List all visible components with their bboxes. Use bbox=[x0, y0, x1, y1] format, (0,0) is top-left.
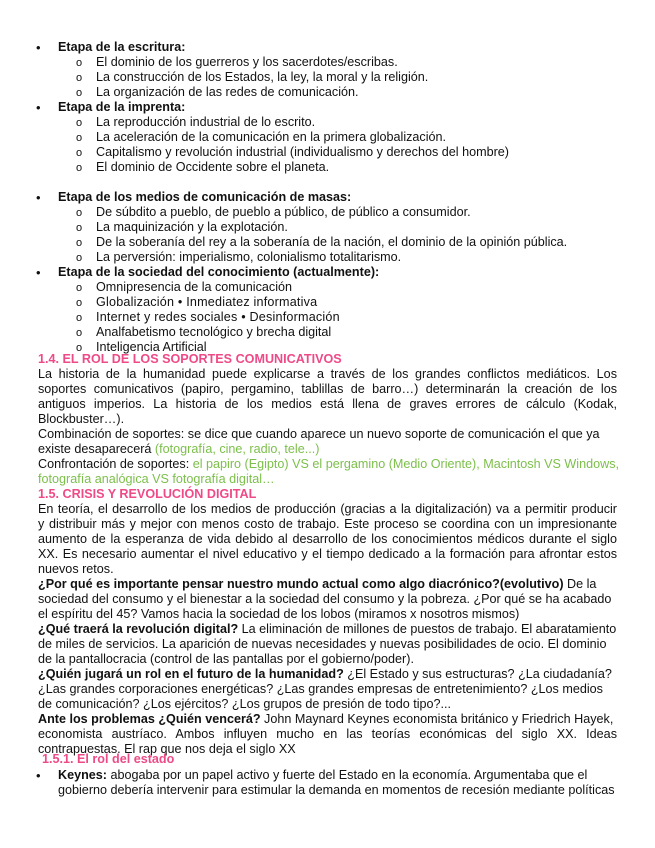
question-1-line-3: el espíritu del 45? Vamos hacia la sociedad de los lobos (miramos x nosotros mismos) bbox=[38, 607, 520, 621]
highlight-text: fotografía analógica VS fotografía digital… bbox=[38, 472, 275, 486]
paragraph-line: economista austríaco. Ambos influyen mucho en las teorías económicas del siglo XX. Ideas bbox=[38, 727, 617, 741]
bullet-icon: • bbox=[36, 100, 41, 115]
sub-bullet-item: o La reproducción industrial de lo escrito. bbox=[76, 115, 316, 129]
question-1-line-2: sociedad del consumo y el bienestar a la sociedad del consumo y la pobreza. ¿Por qué se ha acabado bbox=[38, 592, 612, 606]
bullet-icon: • bbox=[36, 265, 41, 280]
paragraph-line: La historia de la humanidad puede explicarse a través de los grandes conflictos mediáticos. Los bbox=[38, 367, 617, 381]
sub-bullet-item: o El dominio de Occidente sobre el planeta. bbox=[76, 160, 330, 174]
paragraph-line: soportes comunicativos (papiro, pergamino, tablillas de barro…) determinarán la creación de los bbox=[38, 382, 617, 396]
sub-bullet-item: o La perversión: imperialismo, colonialismo totalitarismo. bbox=[76, 250, 402, 264]
sub-bullet-item: o De la soberanía del rey a la soberanía de la nación, el dominio de la opinión pública. bbox=[76, 235, 568, 249]
question-1: ¿Por qué es importante pensar nuestro mundo actual como algo diacrónico?(evolutivo) De la bbox=[38, 577, 597, 591]
keynes-line-1: Keynes: abogaba por un papel activo y fuerte del Estado en la economía. Argumentaba que el bbox=[58, 768, 588, 782]
question-2: ¿Qué traerá la revolución digital? La eliminación de millones de puestos de trabajo. El abaratamiento bbox=[38, 622, 617, 636]
question-3-line-3: de comunicación? ¿Los ejércitos? ¿Los grupos de presión de todo tipo?... bbox=[38, 697, 452, 711]
paragraph-line: nuevos retos. bbox=[38, 562, 114, 576]
section-heading-1-5-1: 1.5.1. El rol del estado bbox=[42, 752, 175, 766]
question-2-line-2: de miles de servicios. La aparición de nuevas necesidades y nuevas posibilidades de ocio. El dominio bbox=[38, 637, 607, 651]
bullet-title: Etapa de la sociedad del conocimiento (actualmente): bbox=[58, 265, 380, 279]
paragraph-line: XX. Es necesario aumentar el nivel educativo y el tiempo dedicado a la formación para afrontar estos bbox=[38, 547, 617, 561]
paragraph-line: y distribuir más y mejor con menos costo de trabajo. Este proceso se coordina con un impresionante bbox=[38, 517, 617, 531]
sub-bullet-item: o La organización de las redes de comunicación. bbox=[76, 85, 359, 99]
keynes-label: Keynes: bbox=[58, 768, 107, 782]
sub-bullet-item: o El dominio de los guerreros y los sacerdotes/escribas. bbox=[76, 55, 398, 69]
bullet-icon: • bbox=[36, 40, 41, 55]
sub-bullet-item: o Capitalismo y revolución industrial (individualismo y derechos del hombre) bbox=[76, 145, 509, 159]
sub-bullet-item: o La maquinización y la explotación. bbox=[76, 220, 288, 234]
bullet-title: Etapa de la escritura: bbox=[58, 40, 186, 54]
paragraph-line: Blockbuster…). bbox=[38, 412, 125, 426]
question-bold: Ante los problemas ¿Quién vencerá? bbox=[38, 712, 261, 726]
paragraph-1-4 bbox=[38, 367, 617, 427]
question-3-line-2: ¿Las grandes corporaciones energéticas? ¿Las grandes empresas de entretenimiento? ¿Los medios bbox=[38, 682, 603, 696]
bullet-icon: • bbox=[36, 190, 41, 205]
paragraph-1-5 bbox=[38, 502, 617, 577]
question-2-line-3: de la pantallocracia (control de las pantallas por el gobierno/poder). bbox=[38, 652, 414, 666]
question-bold: ¿Quién jugará un rol en el futuro de la humanidad? bbox=[38, 667, 344, 681]
highlight-text: (fotografía, cine, radio, tele...) bbox=[154, 442, 320, 456]
combinacion-line-2: existe desaparecerá (fotografía, cine, radio, tele...) bbox=[38, 442, 320, 456]
sub-bullet-item: o Omnipresencia de la comunicación bbox=[76, 280, 293, 294]
keynes-line-2: gobierno debería intervenir para estimular la demanda en momentos de recesión mediante políticas bbox=[58, 783, 615, 797]
paragraph-line: antiguos imperios. La historia de los medios está llena de graves errores de cálculo (Kodak, bbox=[38, 397, 617, 411]
sub-bullet-item: o Inteligencia Artificial bbox=[76, 340, 207, 354]
section-heading-1-5: 1.5. CRISIS Y REVOLUCIÓN DIGITAL bbox=[38, 487, 257, 501]
section-heading-1-4: 1.4. EL ROL DE LOS SOPORTES COMUNICATIVOS bbox=[38, 352, 342, 366]
sub-bullet-item: o De súbdito a pueblo, de pueblo a público, de público a consumidor. bbox=[76, 205, 471, 219]
sub-bullet-item: o Internet y redes sociales • Desinformación bbox=[76, 310, 340, 324]
paragraph-line: aumento de la esperanza de vida debido al desarrollo de los conocimientos médicos durante el siglo bbox=[38, 532, 617, 546]
combinacion-line: Combinación de soportes: se dice que cuando aparece un nuevo soporte de comunicación el que ya bbox=[38, 427, 600, 441]
paragraph-line: contrapuestas. El rap que nos deja el siglo XX bbox=[38, 742, 296, 756]
highlight-text: el papiro (Egipto) VS el pergamino (Medio Oriente), Macintosh VS Windows, bbox=[192, 457, 619, 471]
sub-bullet-item: o La aceleración de la comunicación en la primera globalización. bbox=[76, 130, 447, 144]
sub-bullet-item: o Globalización • Inmediatez informativa bbox=[76, 295, 318, 309]
confrontacion-line: Confrontación de soportes: el papiro (Egipto) VS el pergamino (Medio Oriente), Macintosh VS Windows, bbox=[38, 457, 619, 471]
bullet-title: Etapa de los medios de comunicación de masas: bbox=[58, 190, 352, 204]
paragraph-line: En teoría, el desarrollo de los medios de producción (gracias a la digitalización) va a permitir producir bbox=[38, 502, 617, 516]
bullet-icon: • bbox=[36, 768, 41, 783]
question-4: Ante los problemas ¿Quién vencerá? John Maynard Keynes economista británico y Friedrich Hayek, bbox=[38, 712, 614, 726]
question-bold: ¿Qué traerá la revolución digital? bbox=[38, 622, 239, 636]
bullet-title: Etapa de la imprenta: bbox=[58, 100, 186, 114]
question-3: ¿Quién jugará un rol en el futuro de la humanidad? ¿El Estado y sus estructuras? ¿La ciudadanía? bbox=[38, 667, 612, 681]
question-bold: ¿Por qué es importante pensar nuestro mundo actual como algo diacrónico?(evolutivo) bbox=[38, 577, 564, 591]
sub-bullet-item: o Analfabetismo tecnológico y brecha digital bbox=[76, 325, 332, 339]
sub-bullet-item: o La construcción de los Estados, la ley, la moral y la religión. bbox=[76, 70, 429, 84]
